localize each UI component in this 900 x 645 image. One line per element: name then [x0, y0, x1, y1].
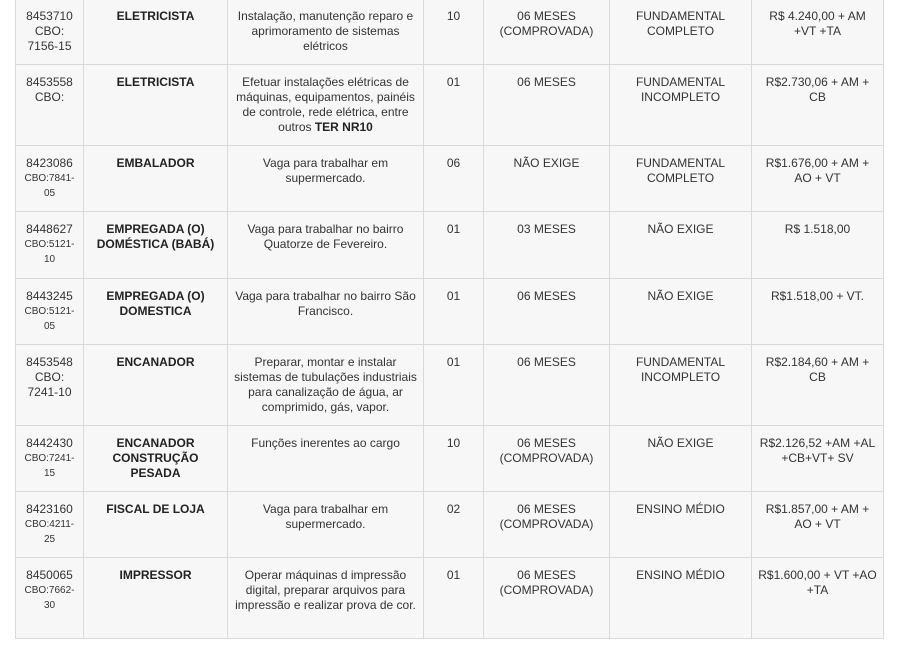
- education-requirement: ENSINO MÉDIO: [636, 502, 725, 516]
- experience-requirement: 06 MESES: [517, 75, 576, 89]
- education-cell: [610, 212, 752, 279]
- education-requirement: FUNDAMENTAL COMPLETO: [635, 156, 726, 185]
- job-title: IMPRESSOR: [119, 568, 192, 582]
- vacancy-count-cell: [424, 146, 484, 212]
- job-title-cell: [84, 212, 228, 279]
- vacancy-count-cell: [424, 426, 484, 492]
- experience-cell: [484, 146, 610, 212]
- salary-cell: [752, 0, 884, 65]
- experience-requirement: 06 MESES (COMPROVADA): [499, 9, 594, 38]
- vacancy-count-cell: [424, 0, 484, 65]
- job-code: 8442430: [26, 436, 73, 450]
- salary-benefits: R$1.676,00 + AM + AO + VT: [765, 156, 870, 185]
- experience-requirement: 06 MESES: [517, 355, 576, 369]
- job-title: EMBALADOR: [116, 156, 195, 170]
- table-row: [16, 65, 884, 146]
- job-code: 8443245: [26, 289, 73, 303]
- job-description-cell: [228, 558, 424, 639]
- vacancy-count-cell: [424, 65, 484, 146]
- vacancy-count: 10: [446, 436, 461, 450]
- job-code: 8453548: [26, 355, 73, 369]
- salary-cell: [752, 65, 884, 146]
- education-requirement: NÃO EXIGE: [647, 289, 714, 303]
- education-cell: [610, 426, 752, 492]
- cbo-code: CBO: 7241-10: [27, 370, 72, 399]
- salary-benefits: R$2.184,60 + AM + CB: [765, 355, 870, 384]
- job-title: EMPREGADA (O) DOMÉSTICA (BABÁ): [96, 222, 215, 251]
- vacancy-count: 10: [446, 9, 461, 23]
- table-row: [16, 212, 884, 279]
- job-description: Instalação, manutenção reparo e aprimoramento de sistemas elétricos: [237, 9, 414, 53]
- job-code-cell: [16, 426, 84, 492]
- experience-cell: [484, 212, 610, 279]
- education-cell: [610, 345, 752, 426]
- table-row: [16, 426, 884, 492]
- cbo-code: CBO:4211-25: [24, 519, 75, 545]
- experience-cell: [484, 426, 610, 492]
- education-cell: [610, 279, 752, 345]
- job-title-cell: [84, 345, 228, 426]
- job-title: ELETRICISTA: [116, 9, 195, 23]
- job-title-cell: [84, 426, 228, 492]
- job-title-cell: [84, 279, 228, 345]
- cbo-code: CBO:5121-10: [24, 239, 75, 265]
- job-description-cell: [228, 146, 424, 212]
- table-row: [16, 345, 884, 426]
- vacancy-count-cell: [424, 345, 484, 426]
- job-code-cell: [16, 558, 84, 639]
- salary-cell: [752, 426, 884, 492]
- education-cell: [610, 65, 752, 146]
- experience-requirement: 03 MESES: [517, 222, 576, 236]
- education-requirement: FUNDAMENTAL INCOMPLETO: [635, 75, 726, 104]
- job-title-cell: [84, 65, 228, 146]
- job-description: Vaga para trabalhar em supermercado.: [262, 156, 389, 185]
- job-description: Preparar, montar e instalar sistemas de tubulações industriais para canalização de água, ar comprimido, gás, vapor.: [234, 355, 417, 414]
- education-requirement: ENSINO MÉDIO: [636, 568, 725, 582]
- job-code: 8453558: [26, 75, 73, 89]
- job-description-cell: [228, 0, 424, 65]
- job-description-cell: [228, 279, 424, 345]
- job-title: EMPREGADA (O) DOMESTICA: [106, 289, 205, 318]
- job-description-cell: [228, 492, 424, 558]
- job-description: Efetuar instalações elétricas de máquinas, equipamentos, painéis de controle, rede elétrica, entre outros: [236, 75, 415, 134]
- vacancy-count-cell: [424, 492, 484, 558]
- salary-cell: [752, 146, 884, 212]
- education-requirement: NÃO EXIGE: [647, 222, 714, 236]
- vacancy-count: 01: [446, 75, 461, 89]
- education-cell: [610, 146, 752, 212]
- table-row: [16, 279, 884, 345]
- job-description-cell: [228, 65, 424, 146]
- salary-cell: [752, 492, 884, 558]
- job-code: 8448627: [26, 222, 73, 236]
- job-code-cell: [16, 212, 84, 279]
- job-description: Vaga para trabalhar no bairro Quatorze de Fevereiro.: [247, 222, 404, 251]
- job-description: Vaga para trabalhar em supermercado.: [262, 502, 389, 531]
- experience-requirement: NÃO EXIGE: [513, 156, 580, 170]
- job-code-cell: [16, 146, 84, 212]
- cbo-code: CBO:7662-30: [24, 585, 75, 611]
- salary-cell: [752, 279, 884, 345]
- table-row: [16, 146, 884, 212]
- cbo-code: CBO:7841-05: [24, 173, 75, 199]
- vacancy-count: 02: [446, 502, 461, 516]
- experience-requirement: 06 MESES (COMPROVADA): [499, 568, 594, 597]
- job-description: Vaga para trabalhar no bairro São Francisco.: [235, 289, 416, 318]
- job-title-cell: [84, 0, 228, 65]
- salary-benefits: R$ 4.240,00 + AM +VT +TA: [769, 9, 866, 38]
- vacancy-count: 01: [446, 568, 461, 582]
- job-title: ELETRICISTA: [116, 75, 195, 89]
- job-title-cell: [84, 492, 228, 558]
- experience-requirement: 06 MESES (COMPROVADA): [499, 436, 594, 465]
- vacancy-count: 01: [446, 289, 461, 303]
- job-title: ENCANADOR CONSTRUÇÃO PESADA: [112, 436, 199, 480]
- job-code-cell: [16, 65, 84, 146]
- experience-cell: [484, 279, 610, 345]
- job-code-cell: [16, 279, 84, 345]
- cbo-code: CBO:5121-05: [24, 306, 75, 332]
- job-description-cell: [228, 426, 424, 492]
- table-row: [16, 492, 884, 558]
- experience-cell: [484, 0, 610, 65]
- job-title-cell: [84, 146, 228, 212]
- job-code: 8453710: [26, 9, 73, 23]
- salary-cell: [752, 345, 884, 426]
- experience-cell: [484, 345, 610, 426]
- experience-cell: [484, 65, 610, 146]
- job-listings-table: [15, 0, 884, 639]
- vacancy-count-cell: [424, 558, 484, 639]
- table-row: [16, 0, 884, 65]
- experience-requirement: 06 MESES (COMPROVADA): [499, 502, 594, 531]
- table-body: [16, 0, 884, 639]
- job-title: FISCAL DE LOJA: [106, 502, 205, 516]
- salary-benefits: R$1.857,00 + AM + AO + VT: [765, 502, 870, 531]
- education-requirement: NÃO EXIGE: [647, 436, 714, 450]
- experience-cell: [484, 558, 610, 639]
- job-description-cell: [228, 212, 424, 279]
- education-cell: [610, 492, 752, 558]
- table-row: [16, 558, 884, 639]
- cbo-code: CBO:7241-15: [24, 453, 75, 479]
- experience-cell: [484, 492, 610, 558]
- salary-cell: [752, 212, 884, 279]
- salary-benefits: R$2.126,52 +AM +AL +CB+VT+ SV: [759, 436, 876, 465]
- education-cell: [610, 0, 752, 65]
- vacancy-count: 01: [446, 222, 461, 236]
- vacancy-count-cell: [424, 212, 484, 279]
- job-requirement-highlight: TER NR10: [314, 120, 373, 134]
- cbo-code: CBO: 7156-15: [27, 24, 72, 53]
- job-code-cell: [16, 0, 84, 65]
- salary-benefits: R$ 1.518,00: [784, 222, 851, 236]
- cbo-code: CBO:: [34, 90, 65, 104]
- job-title: ENCANADOR: [116, 355, 195, 369]
- job-code-cell: [16, 345, 84, 426]
- salary-benefits: R$1.518,00 + VT.: [770, 289, 865, 303]
- job-description: Operar máquinas d impressão digital, preparar arquivos para impressão e realizar prova de cor.: [235, 568, 416, 612]
- job-code: 8450065: [26, 568, 73, 582]
- education-requirement: FUNDAMENTAL COMPLETO: [635, 9, 726, 38]
- education-requirement: FUNDAMENTAL INCOMPLETO: [635, 355, 726, 384]
- vacancy-count-cell: [424, 279, 484, 345]
- vacancy-count: 01: [446, 355, 461, 369]
- job-title-cell: [84, 558, 228, 639]
- job-code: 8423086: [26, 156, 73, 170]
- job-description-cell: [228, 345, 424, 426]
- salary-cell: [752, 558, 884, 639]
- job-code-cell: [16, 492, 84, 558]
- education-cell: [610, 558, 752, 639]
- salary-benefits: R$2.730,06 + AM + CB: [765, 75, 870, 104]
- job-description: Funções inerentes ao cargo: [251, 436, 400, 450]
- vacancy-count: 06: [446, 156, 461, 170]
- experience-requirement: 06 MESES: [517, 289, 576, 303]
- job-code: 8423160: [26, 502, 73, 516]
- salary-benefits: R$1.600,00 + VT +AO +TA: [758, 568, 877, 597]
